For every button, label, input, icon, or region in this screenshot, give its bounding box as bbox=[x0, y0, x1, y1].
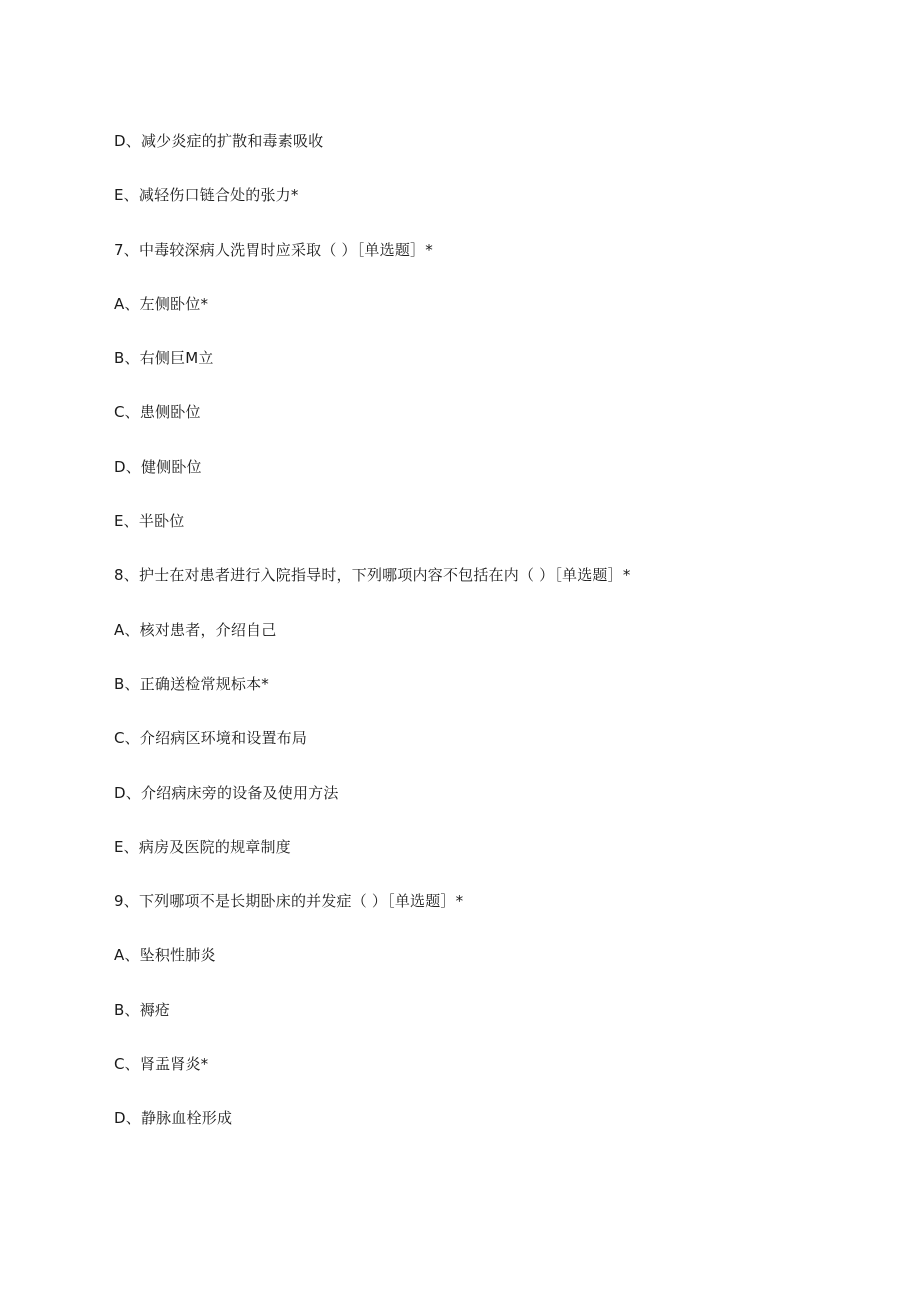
option-text: D、介绍病床旁的设备及使用方法 bbox=[114, 783, 339, 802]
option-text: E、半卧位 bbox=[114, 512, 185, 531]
option-text: D、减少炎症的扩散和毒素吸收 bbox=[114, 132, 324, 150]
option-text: A、左侧卧位* bbox=[114, 294, 209, 313]
option-text: C、肾盂肾炎* bbox=[114, 1055, 209, 1074]
option-text: B、正确送检常规标本* bbox=[114, 674, 269, 693]
option-text: D、静脉血栓形成 bbox=[114, 1109, 233, 1128]
question-text: 9、下列哪项不是长期卧床的并发症（ ）［单选题］* bbox=[114, 892, 464, 911]
option-text: B、褥疮 bbox=[114, 1000, 171, 1019]
question-text: 7、中毒较深病人洗胃时应采取（ ）［单选题］* bbox=[114, 240, 433, 259]
option-text: D、健侧卧位 bbox=[114, 457, 202, 476]
option-text: A、坠积性肺炎 bbox=[114, 946, 216, 965]
question-text: 8、护士在对患者进行入院指导时，下列哪项内容不包括在内（ ）［单选题］* bbox=[114, 566, 631, 585]
option-text: A、核对患者，介绍自己 bbox=[114, 620, 277, 639]
option-text: E、减轻伤口链合处的张力* bbox=[114, 186, 299, 205]
option-text: E、病房及医院的规章制度 bbox=[114, 837, 291, 856]
question-list bbox=[114, 129, 631, 1161]
option-text: B、右侧巨M立 bbox=[114, 349, 214, 368]
option-text: C、介绍病区环境和设置布局 bbox=[114, 729, 308, 748]
option-text: C、患侧卧位 bbox=[114, 403, 201, 422]
